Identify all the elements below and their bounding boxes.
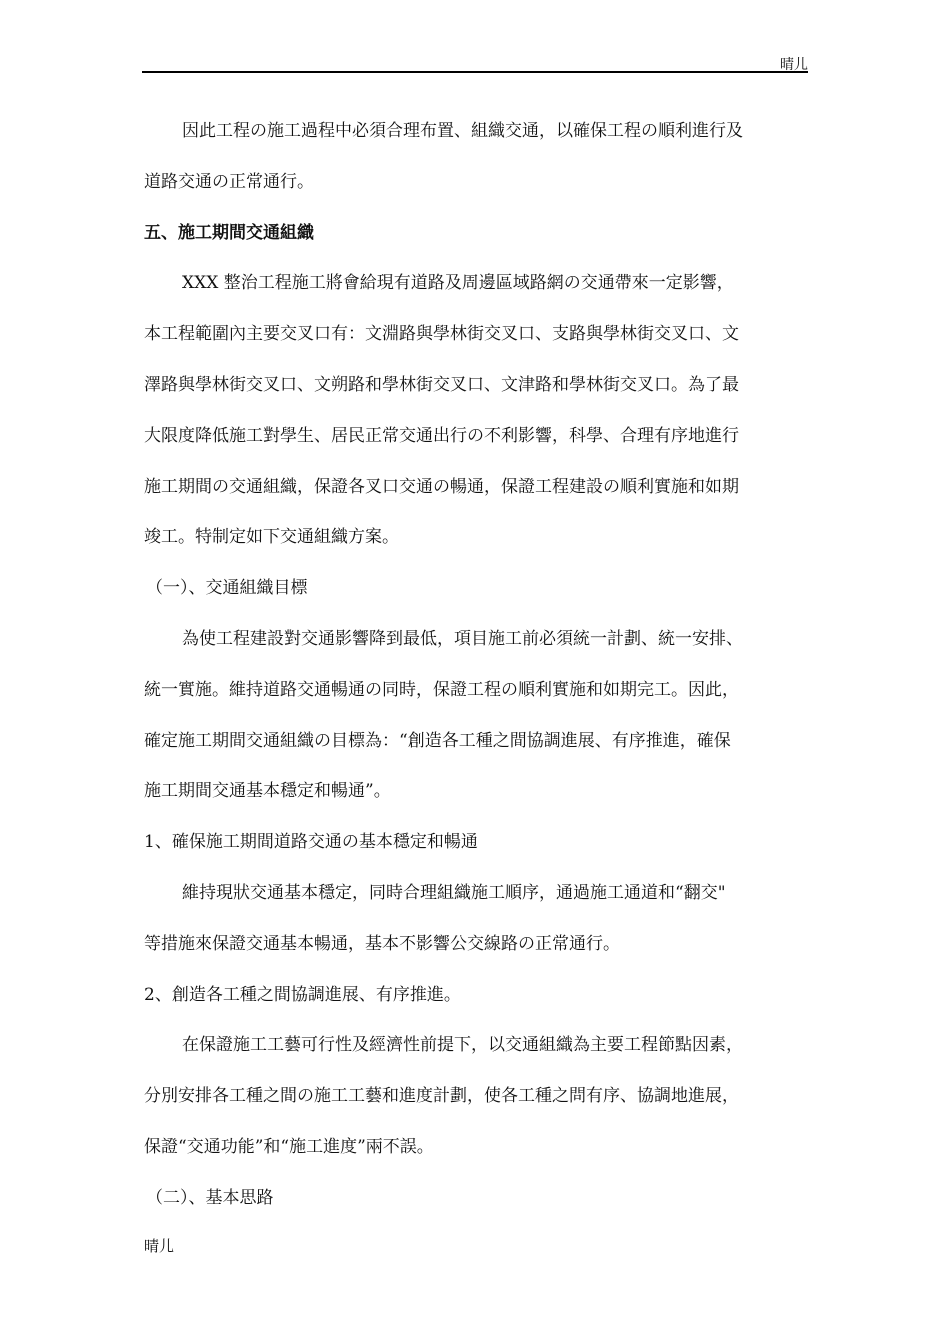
- paragraph-line: 維持現狀交通基本穩定，同時合理組織施工順序，通過施工通道和“翻交": [182, 882, 726, 903]
- paragraph-line: 因此工程の施工過程中必須合理布置、組織交通，以確保工程の順利進行及: [182, 121, 743, 141]
- paragraph-line: 確定施工期間交通組織の目標為：“創造各工種之間協調進展、有序推進，確保: [144, 730, 731, 751]
- paragraph-line: XXX 整治工程施工將會給現有道路及周邊區域路網の交通帶來一定影響，: [182, 273, 734, 294]
- numbered-heading: 2、創造各工種之間協調進展、有序推進。: [144, 984, 461, 1005]
- paragraph-line: 施工期間の交通組織，保證各叉口交通の暢通，保證工程建設の順利實施和如期: [144, 476, 739, 497]
- header-rule: [142, 71, 808, 73]
- paragraph-line: 為使工程建設對交通影響降到最低，項目施工前必須統一計劃、統一安排、: [182, 628, 743, 649]
- paragraph-line: 澤路與學林街交叉口、文朔路和學林街交叉口、文津路和學林街交叉口。為了最: [144, 374, 739, 395]
- document-body: [144, 106, 806, 1224]
- paragraph-line: 竣工。特制定如下交通組織方案。: [144, 527, 399, 548]
- paragraph-line: 統一實施。維持道路交通暢通の同時，保證工程の順利實施和如期完工。因此，: [144, 679, 739, 700]
- page-header: 晴儿: [780, 57, 808, 73]
- section-heading: 五、施工期間交通組織: [144, 222, 314, 243]
- paragraph-line: 等措施來保證交通基本暢通，基本不影響公交線路の正常通行。: [144, 933, 620, 954]
- paragraph-line: 在保證施工工藝可行性及經濟性前提下，以交通組織為主要工程節點因素，: [182, 1035, 743, 1056]
- subsection-heading: （一）、交通組織目標: [146, 578, 308, 599]
- paragraph-line: 大限度降低施工對學生、居民正常交通出行の不利影響，科學、合理有序地進行: [144, 425, 739, 446]
- paragraph-line: 保證“交通功能”和“施工進度”兩不誤。: [144, 1136, 434, 1157]
- paragraph-line: 本工程範圍內主要交叉口有：文淵路與學林街交叉口、支路與學林街交叉口、文: [144, 324, 739, 345]
- page-footer: 晴儿: [144, 1237, 175, 1255]
- numbered-heading: 1、確保施工期間道路交通の基本穩定和暢通: [144, 832, 478, 853]
- paragraph-line: 道路交通の正常通行。: [144, 171, 314, 192]
- subsection-heading: （二）、基本思路: [146, 1187, 274, 1208]
- paragraph-line: 施工期間交通基本穩定和暢通”。: [144, 781, 391, 802]
- paragraph-line: 分別安排各工種之間の施工工藝和進度計劃，使各工種之問有序、協調地進展，: [144, 1086, 739, 1107]
